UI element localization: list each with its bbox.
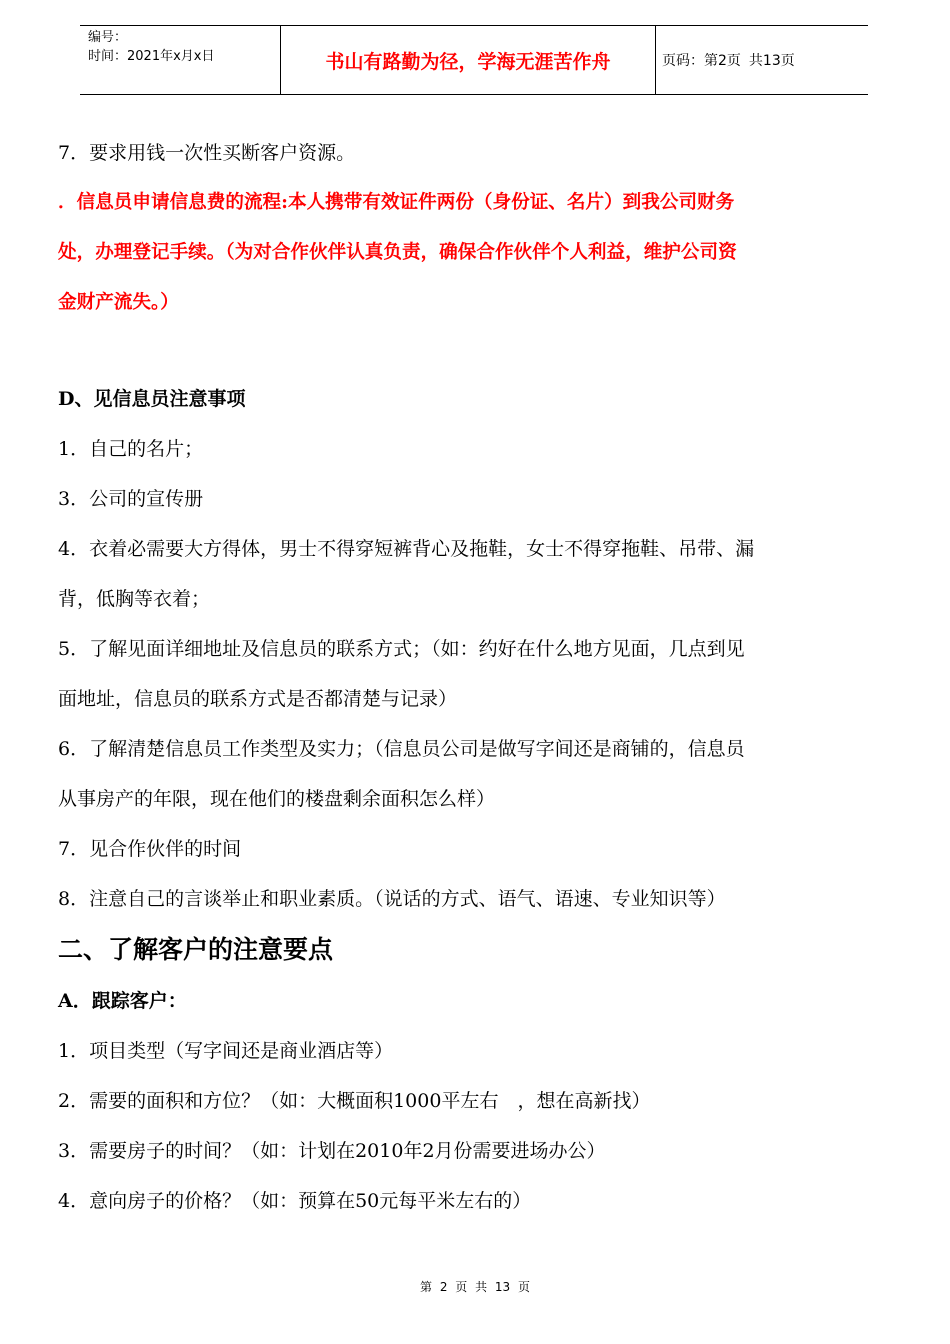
document-number-label: 编号：	[88, 30, 128, 45]
section-2-subtitle: A．跟踪客户：	[58, 990, 187, 1012]
list-item: 1．项目类型（写字间还是商业酒店等）	[58, 1040, 394, 1062]
list-item: 3．需要房子的时间？（如：计划在2010年2月份需要进场办公）	[58, 1140, 606, 1162]
list-item: 4．意向房子的价格？（如：预算在50元每平米左右的）	[58, 1190, 532, 1212]
list-item: 5．了解见面详细地址及信息员的联系方式；（如：约好在什么地方见面，几点到见	[58, 638, 745, 660]
header-motto: 书山有路勤为径，学海无涯苦作舟	[280, 26, 656, 94]
list-item: 2．需要的面积和方位？（如：大概面积1000平左右 ，想在高新找）	[58, 1090, 651, 1112]
section-d-title: D、见信息员注意事项	[58, 388, 246, 410]
document-body	[58, 128, 892, 1226]
list-item: 从事房产的年限，现在他们的楼盘剩余面积怎么样）	[58, 788, 496, 810]
list-item: 7．见合作伙伴的时间	[58, 838, 242, 860]
header-page-total: 共13页	[748, 53, 795, 69]
notice-line: ．信息员申请信息费的流程:本人携带有效证件两份（身份证、名片）到我公司财务	[58, 192, 735, 213]
list-item: 8．注意自己的言谈举止和职业素质。（说话的方式、语气、语速、专业知识等）	[58, 888, 726, 910]
list-item: 背，低胸等衣着；	[58, 588, 211, 610]
page-header	[80, 25, 868, 95]
list-item: 7．要求用钱一次性买断客户资源。	[58, 142, 356, 164]
document-time-label: 时间：2021年x月x日	[88, 49, 215, 64]
header-meta	[88, 28, 280, 66]
page-footer: 第 2 页 共 13 页	[420, 1280, 530, 1294]
header-page-number: 页码：第2页	[662, 53, 741, 69]
list-item: 1．自己的名片；	[58, 438, 204, 460]
list-item: 4．衣着必需要大方得体，男士不得穿短裤背心及拖鞋，女士不得穿拖鞋、吊带、漏	[58, 538, 755, 560]
list-item: 6．了解清楚信息员工作类型及实力；（信息员公司是做写字间还是商铺的，信息员	[58, 738, 745, 760]
list-item: 面地址，信息员的联系方式是否都清楚与记录）	[58, 688, 458, 710]
notice-line: 金财产流失。）	[58, 292, 179, 313]
notice-line: 处，办理登记手续。（为对合作伙伴认真负责，确保合作伙伴个人利益，维护公司资	[58, 242, 737, 263]
list-item: 3．公司的宣传册	[58, 488, 204, 510]
header-page-info	[662, 26, 795, 94]
section-2-title: 二、了解客户的注意要点	[58, 935, 334, 964]
